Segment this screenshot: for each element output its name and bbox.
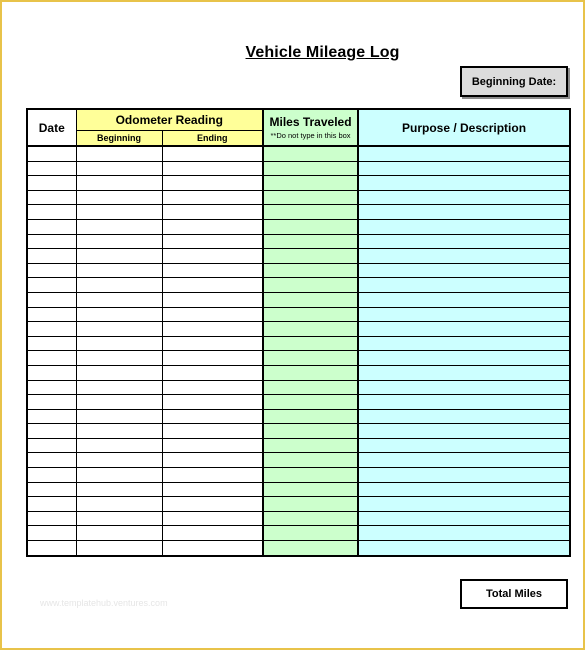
odometer-beginning-cell[interactable] [76,263,162,278]
date-cell[interactable] [27,482,76,497]
odometer-ending-cell[interactable] [162,263,263,278]
purpose-cell[interactable] [358,453,570,468]
table-row [27,219,570,234]
odometer-beginning-cell[interactable] [76,336,162,351]
date-cell[interactable] [27,190,76,205]
odometer-beginning-cell[interactable] [76,541,162,556]
table-row [27,263,570,278]
odometer-ending-cell[interactable] [162,190,263,205]
date-cell[interactable] [27,438,76,453]
odometer-beginning-cell[interactable] [76,351,162,366]
miles-traveled-cell [263,526,358,541]
miles-traveled-cell [263,351,358,366]
odometer-beginning-cell[interactable] [76,468,162,483]
miles-traveled-cell [263,438,358,453]
odometer-beginning-cell[interactable] [76,453,162,468]
header-miles-traveled [263,109,358,146]
odometer-ending-cell[interactable] [162,292,263,307]
table-row [27,336,570,351]
odometer-beginning-cell[interactable] [76,249,162,264]
odometer-ending-cell[interactable] [162,497,263,512]
odometer-ending-cell[interactable] [162,511,263,526]
purpose-cell[interactable] [358,176,570,191]
odometer-beginning-cell[interactable] [76,176,162,191]
odometer-beginning-cell[interactable] [76,278,162,293]
miles-traveled-cell [263,278,358,293]
miles-traveled-cell [263,292,358,307]
odometer-ending-cell[interactable] [162,249,263,264]
table-row [27,249,570,264]
purpose-cell[interactable] [358,322,570,337]
purpose-cell[interactable] [358,380,570,395]
table-row [27,541,570,556]
date-cell[interactable] [27,205,76,220]
odometer-beginning-cell[interactable] [76,395,162,410]
odometer-ending-cell[interactable] [162,409,263,424]
odometer-beginning-cell[interactable] [76,365,162,380]
date-cell[interactable] [27,234,76,249]
table-row [27,409,570,424]
odometer-beginning-cell[interactable] [76,438,162,453]
purpose-cell[interactable] [358,468,570,483]
odometer-beginning-cell[interactable] [76,219,162,234]
table-row [27,497,570,512]
date-cell[interactable] [27,497,76,512]
odometer-ending-cell[interactable] [162,307,263,322]
date-cell[interactable] [27,380,76,395]
miles-traveled-cell [263,409,358,424]
table-row [27,453,570,468]
table-row [27,351,570,366]
purpose-cell[interactable] [358,351,570,366]
table-row [27,322,570,337]
odometer-beginning-cell[interactable] [76,146,162,161]
miles-traveled-cell [263,307,358,322]
table-row [27,482,570,497]
table-row [27,380,570,395]
purpose-cell[interactable] [358,278,570,293]
odometer-ending-cell[interactable] [162,438,263,453]
odometer-ending-cell[interactable] [162,234,263,249]
purpose-cell[interactable] [358,161,570,176]
odometer-ending-cell[interactable] [162,453,263,468]
table-row [27,365,570,380]
purpose-cell[interactable] [358,395,570,410]
odometer-beginning-cell[interactable] [76,322,162,337]
odometer-beginning-cell[interactable] [76,424,162,439]
odometer-beginning-cell[interactable] [76,292,162,307]
date-cell[interactable] [27,395,76,410]
date-cell[interactable] [27,278,76,293]
odometer-ending-cell[interactable] [162,351,263,366]
table-row [27,190,570,205]
miles-traveled-cell [263,380,358,395]
purpose-cell[interactable] [358,336,570,351]
date-cell[interactable] [27,176,76,191]
miles-traveled-cell [263,249,358,264]
miles-traveled-cell [263,424,358,439]
purpose-cell[interactable] [358,205,570,220]
miles-traveled-cell [263,541,358,556]
miles-traveled-cell [263,365,358,380]
miles-traveled-cell [263,176,358,191]
odometer-beginning-cell[interactable] [76,307,162,322]
odometer-ending-cell[interactable] [162,468,263,483]
purpose-cell[interactable] [358,511,570,526]
purpose-cell[interactable] [358,497,570,512]
odometer-beginning-cell[interactable] [76,380,162,395]
odometer-ending-cell[interactable] [162,365,263,380]
mileage-log-table [26,108,571,557]
beginning-date-field[interactable]: Beginning Date: [460,66,568,97]
date-cell[interactable] [27,322,76,337]
odometer-ending-cell[interactable] [162,176,263,191]
date-cell[interactable] [27,511,76,526]
table-row [27,526,570,541]
header-miles-note: **Do not type in this box [270,131,351,140]
odometer-ending-cell[interactable] [162,424,263,439]
log-table-body [27,146,570,556]
odometer-beginning-cell[interactable] [76,190,162,205]
date-cell[interactable] [27,336,76,351]
odometer-ending-cell[interactable] [162,395,263,410]
purpose-cell[interactable] [358,249,570,264]
purpose-cell[interactable] [358,234,570,249]
miles-traveled-cell [263,234,358,249]
purpose-cell[interactable] [358,219,570,234]
odometer-ending-cell[interactable] [162,146,263,161]
date-cell[interactable] [27,351,76,366]
odometer-ending-cell[interactable] [162,278,263,293]
table-row [27,278,570,293]
odometer-beginning-cell[interactable] [76,482,162,497]
table-row [27,176,570,191]
odometer-ending-cell[interactable] [162,526,263,541]
date-cell[interactable] [27,526,76,541]
purpose-cell[interactable] [358,307,570,322]
table-row [27,205,570,220]
date-cell[interactable] [27,453,76,468]
table-row [27,307,570,322]
miles-traveled-cell [263,336,358,351]
purpose-cell[interactable] [358,263,570,278]
miles-traveled-cell [263,395,358,410]
header-odometer-reading: Odometer Reading [76,109,263,131]
date-cell[interactable] [27,249,76,264]
header-odometer-ending: Ending [162,131,263,147]
odometer-ending-cell[interactable] [162,482,263,497]
date-cell[interactable] [27,409,76,424]
odometer-ending-cell[interactable] [162,205,263,220]
odometer-beginning-cell[interactable] [76,161,162,176]
miles-traveled-cell [263,511,358,526]
table-row [27,424,570,439]
miles-traveled-cell [263,205,358,220]
purpose-cell[interactable] [358,424,570,439]
total-miles-field[interactable]: Total Miles [460,579,568,609]
odometer-beginning-cell[interactable] [76,526,162,541]
header-odometer-beginning: Beginning [76,131,162,147]
header-purpose-description: Purpose / Description [358,109,570,146]
table-row [27,395,570,410]
odometer-beginning-cell[interactable] [76,409,162,424]
odometer-ending-cell[interactable] [162,161,263,176]
odometer-beginning-cell[interactable] [76,205,162,220]
miles-traveled-cell [263,497,358,512]
table-row [27,234,570,249]
date-cell[interactable] [27,292,76,307]
date-cell[interactable] [27,219,76,234]
miles-traveled-cell [263,263,358,278]
purpose-cell[interactable] [358,438,570,453]
purpose-cell[interactable] [358,482,570,497]
date-cell[interactable] [27,468,76,483]
table-row [27,511,570,526]
table-row [27,468,570,483]
date-cell[interactable] [27,365,76,380]
odometer-beginning-cell[interactable] [76,511,162,526]
purpose-cell[interactable] [358,190,570,205]
table-row [27,292,570,307]
header-miles-label: Miles Traveled [269,115,352,129]
header-date: Date [27,109,76,146]
purpose-cell[interactable] [358,409,570,424]
table-row [27,161,570,176]
table-row [27,438,570,453]
odometer-beginning-cell[interactable] [76,497,162,512]
miles-traveled-cell [263,468,358,483]
odometer-ending-cell[interactable] [162,336,263,351]
odometer-ending-cell[interactable] [162,380,263,395]
odometer-beginning-cell[interactable] [76,234,162,249]
watermark-text: www.templatehub.ventures.com [40,598,168,608]
odometer-ending-cell[interactable] [162,322,263,337]
miles-traveled-cell [263,322,358,337]
date-cell[interactable] [27,161,76,176]
date-cell[interactable] [27,263,76,278]
date-cell[interactable] [27,541,76,556]
purpose-cell[interactable] [358,292,570,307]
purpose-cell[interactable] [358,146,570,161]
miles-traveled-cell [263,161,358,176]
miles-traveled-cell [263,453,358,468]
date-cell[interactable] [27,307,76,322]
odometer-ending-cell[interactable] [162,541,263,556]
miles-traveled-cell [263,190,358,205]
purpose-cell[interactable] [358,526,570,541]
date-cell[interactable] [27,424,76,439]
miles-traveled-cell [263,482,358,497]
purpose-cell[interactable] [358,365,570,380]
miles-traveled-cell [263,219,358,234]
page-title: Vehicle Mileage Log [245,44,400,61]
odometer-ending-cell[interactable] [162,219,263,234]
miles-traveled-cell [263,146,358,161]
table-row [27,146,570,161]
purpose-cell[interactable] [358,541,570,556]
date-cell[interactable] [27,146,76,161]
